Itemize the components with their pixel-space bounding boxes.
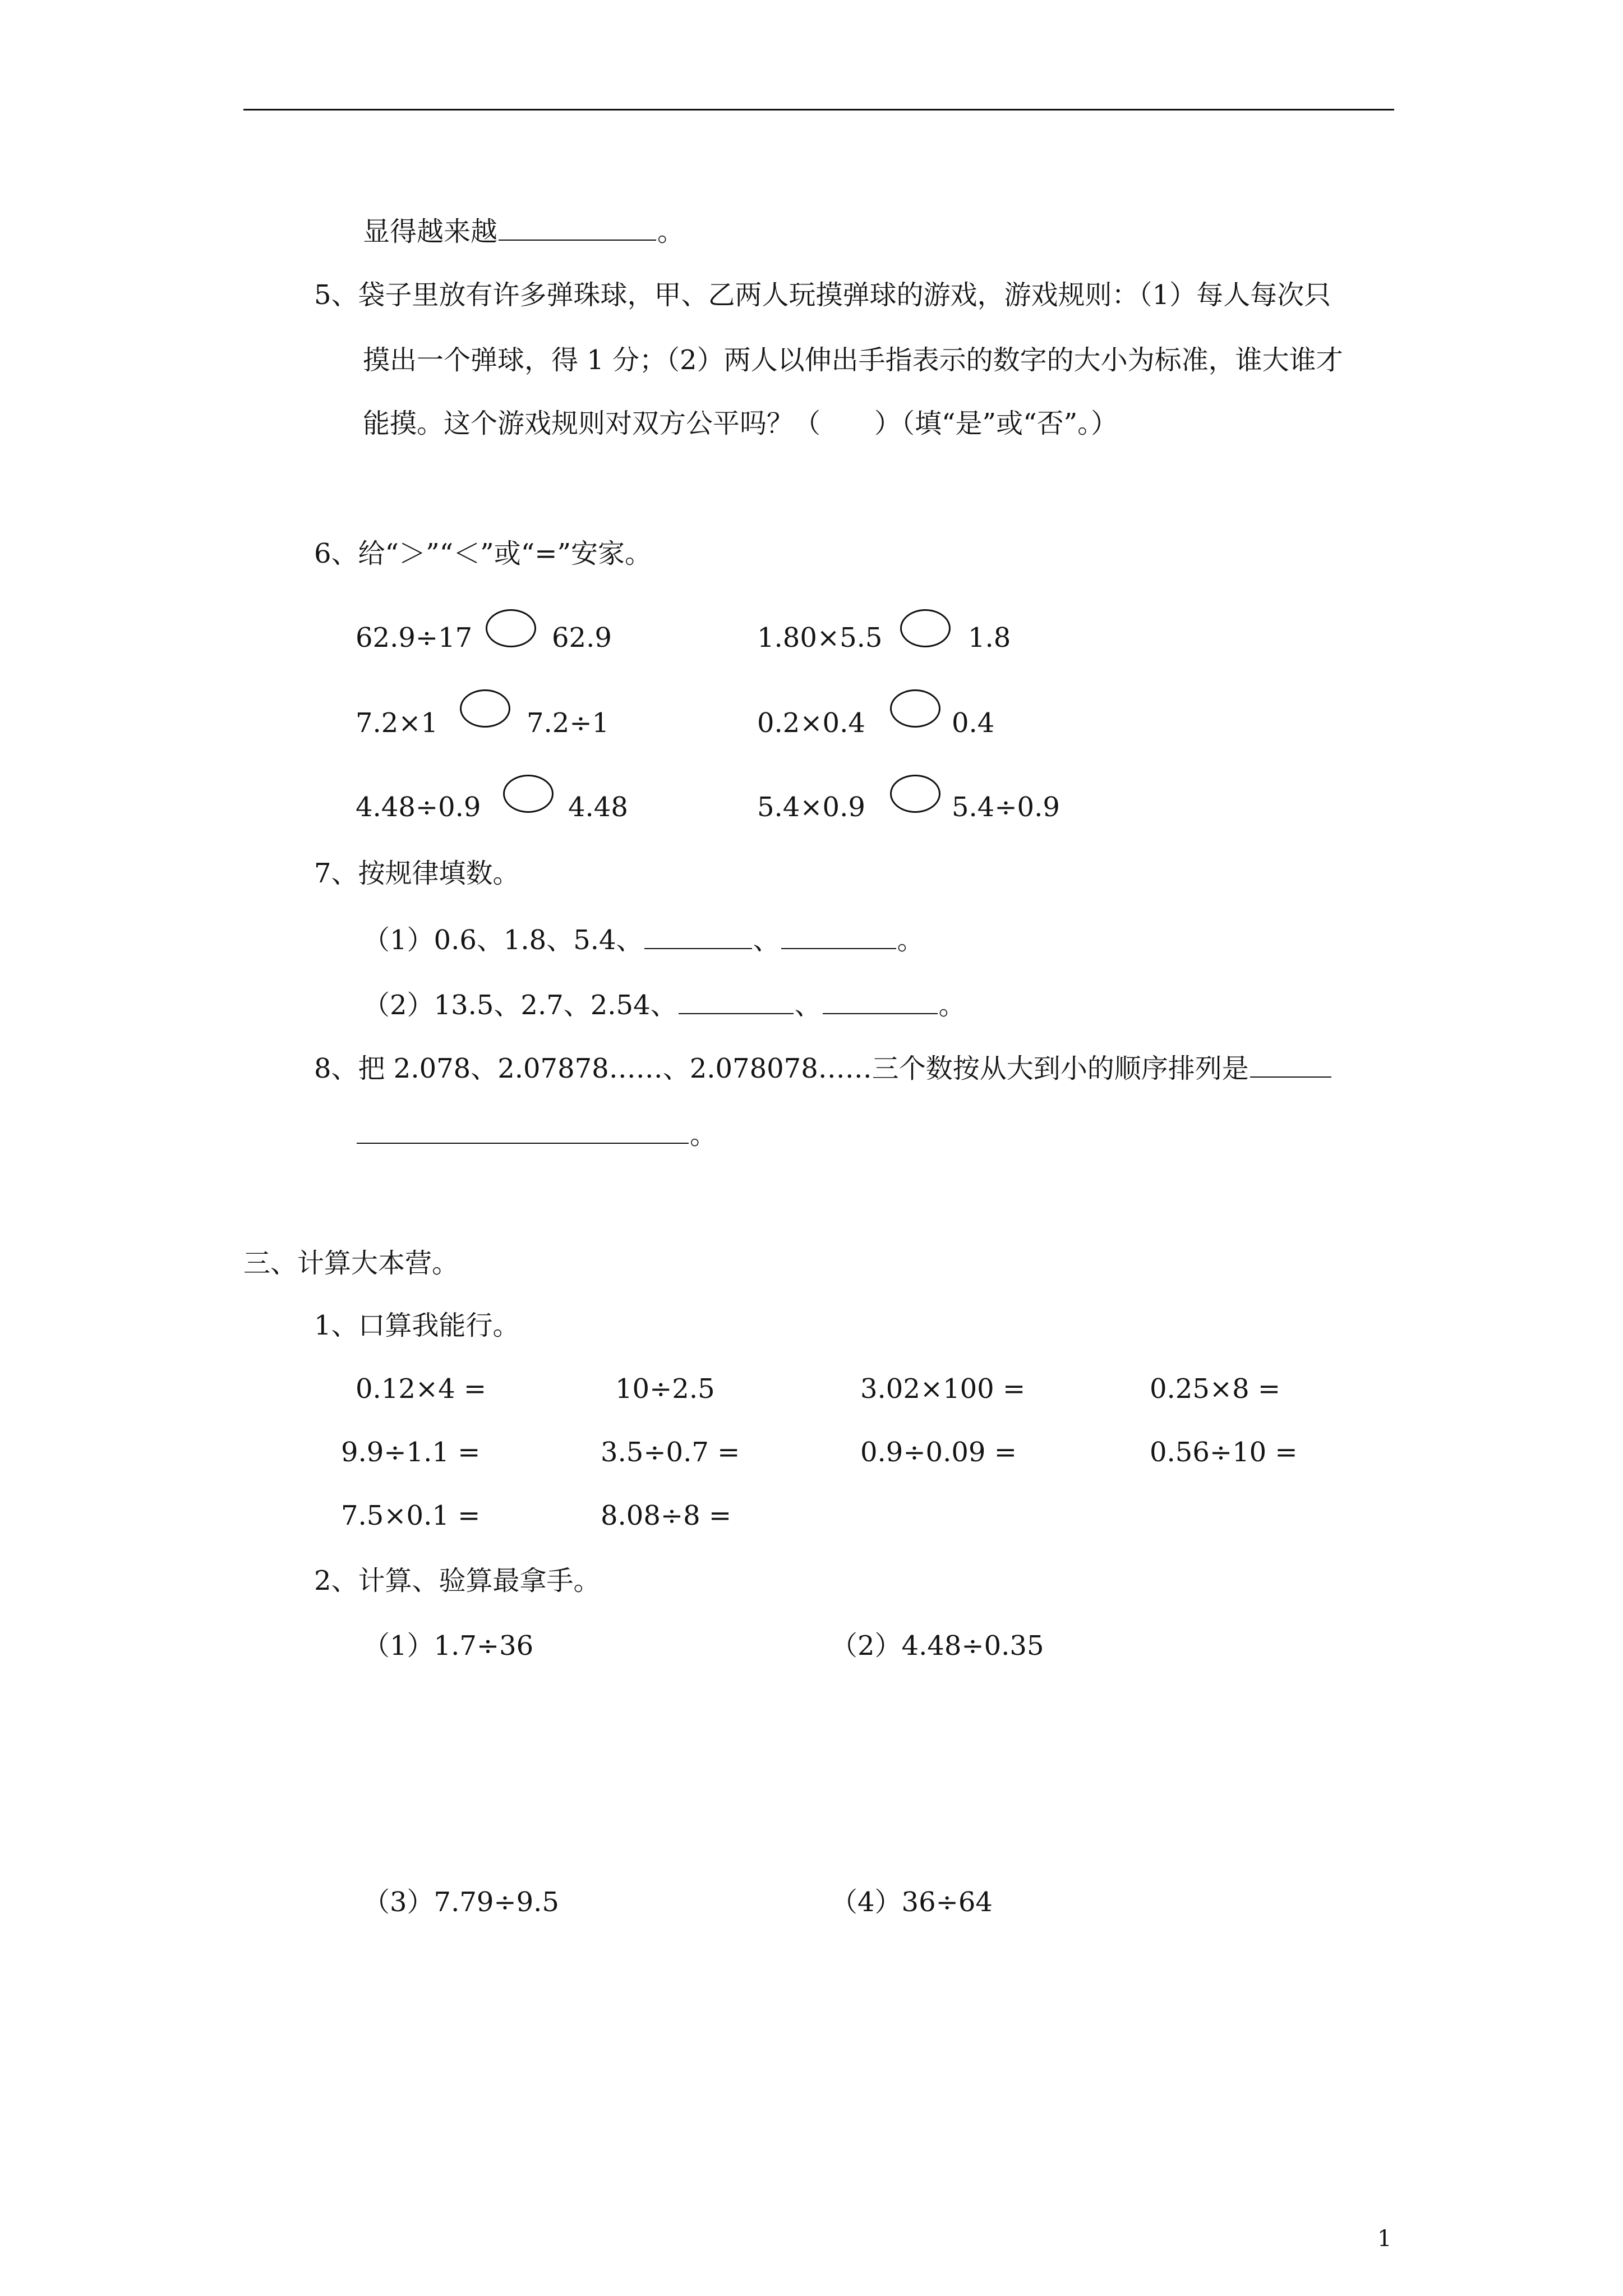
- q6-expr-left: 0.2×0.4: [757, 707, 865, 739]
- q8-suffix: 。: [690, 1119, 717, 1151]
- q8-text: 8、把 2.078、2.07878……、2.078078……三个数按从大到小的顺序排列是: [314, 1053, 1249, 1084]
- written-calc-item: （2）4.48÷0.35: [831, 1630, 1044, 1662]
- q7-item-suffix: 。: [938, 990, 966, 1021]
- q6-title: 6、给“＞”“＜”或“=”安家。: [314, 538, 652, 569]
- q4-tail-line: [363, 215, 684, 249]
- q5-line-3: 能摸。这个游戏规则对双方公平吗？（ ）（填“是”或“否”。）: [363, 408, 1118, 439]
- q4-tail-prefix: 显得越来越: [363, 216, 498, 247]
- page-number: 1: [1377, 2226, 1392, 2252]
- q7-item-1: [363, 923, 924, 957]
- q8-line-2: [356, 1118, 717, 1152]
- answer-blank: [823, 988, 938, 1014]
- q7-item-prefix: （1）0.6、1.8、5.4、: [363, 924, 643, 956]
- q7-title: 7、按规律填数。: [314, 858, 520, 889]
- section-3-title: 三、计算大本营。: [243, 1248, 459, 1279]
- q6-expr-left: 62.9÷17: [356, 622, 473, 654]
- q6-expr-left: 7.2×1: [356, 707, 439, 739]
- answer-blank: [357, 1118, 689, 1144]
- oral-calc-item: 0.25×8 =: [1150, 1373, 1281, 1405]
- oral-calc-item: 0.56÷10 =: [1150, 1437, 1298, 1468]
- q5-line-2: 摸出一个弹球，得 1 分；（2）两人以伸出手指表示的数字的大小为标准，谁大谁才: [363, 344, 1343, 376]
- comparison-circle: [460, 689, 510, 728]
- written-calc-item: （4）36÷64: [831, 1887, 993, 1918]
- header-rule: [243, 109, 1394, 111]
- q6-expr-left: 5.4×0.9: [757, 792, 865, 823]
- oral-calc-title: 1、口算我能行。: [314, 1310, 520, 1341]
- q7-item-prefix: （2）13.5、2.7、2.54、: [363, 990, 677, 1021]
- oral-calc-item: 9.9÷1.1 =: [341, 1437, 481, 1468]
- oral-calc-item: 7.5×0.1 =: [341, 1500, 481, 1531]
- answer-blank: [1250, 1052, 1331, 1078]
- q6-expr-right: 62.9: [552, 622, 612, 654]
- oral-calc-item: 0.12×4 =: [356, 1373, 487, 1405]
- q7-item-sep: 、: [753, 924, 780, 956]
- q6-expr-right: 0.4: [952, 707, 995, 739]
- q8-line-1: [314, 1052, 1332, 1085]
- answer-blank: [499, 215, 656, 241]
- q6-expr-right: 5.4÷0.9: [952, 792, 1060, 823]
- q6-expr-right: 4.48: [568, 792, 628, 823]
- q7-item-suffix: 。: [897, 924, 924, 956]
- answer-blank: [644, 923, 752, 949]
- written-calc-title: 2、计算、验算最拿手。: [314, 1565, 601, 1596]
- oral-calc-item: 8.08÷8 =: [601, 1500, 732, 1531]
- q5-line-1: 5、袋子里放有许多弹珠球，甲、乙两人玩摸弹球的游戏，游戏规则：（1）每人每次只: [314, 279, 1331, 311]
- written-calc-item: （1）1.7÷36: [363, 1630, 534, 1662]
- comparison-circle: [890, 775, 940, 813]
- q7-item-sep: 、: [794, 990, 822, 1021]
- comparison-circle: [503, 775, 554, 813]
- q6-expr-right: 7.2÷1: [527, 707, 610, 739]
- q6-expr-right: 1.8: [968, 622, 1011, 654]
- answer-blank: [679, 988, 794, 1014]
- q6-expr-left: 1.80×5.5: [757, 622, 883, 654]
- q4-tail-suffix: 。: [657, 216, 685, 247]
- q6-expr-left: 4.48÷0.9: [356, 792, 481, 823]
- answer-blank: [781, 923, 896, 949]
- oral-calc-item: 10÷2.5: [615, 1373, 715, 1405]
- oral-calc-item: 3.5÷0.7 =: [601, 1437, 740, 1468]
- written-calc-item: （3）7.79÷9.5: [363, 1887, 559, 1918]
- q7-item-2: [363, 988, 966, 1022]
- comparison-circle: [900, 609, 951, 647]
- oral-calc-item: 0.9÷0.09 =: [860, 1437, 1017, 1468]
- oral-calc-item: 3.02×100 =: [860, 1373, 1026, 1405]
- comparison-circle: [486, 609, 536, 647]
- comparison-circle: [890, 689, 940, 728]
